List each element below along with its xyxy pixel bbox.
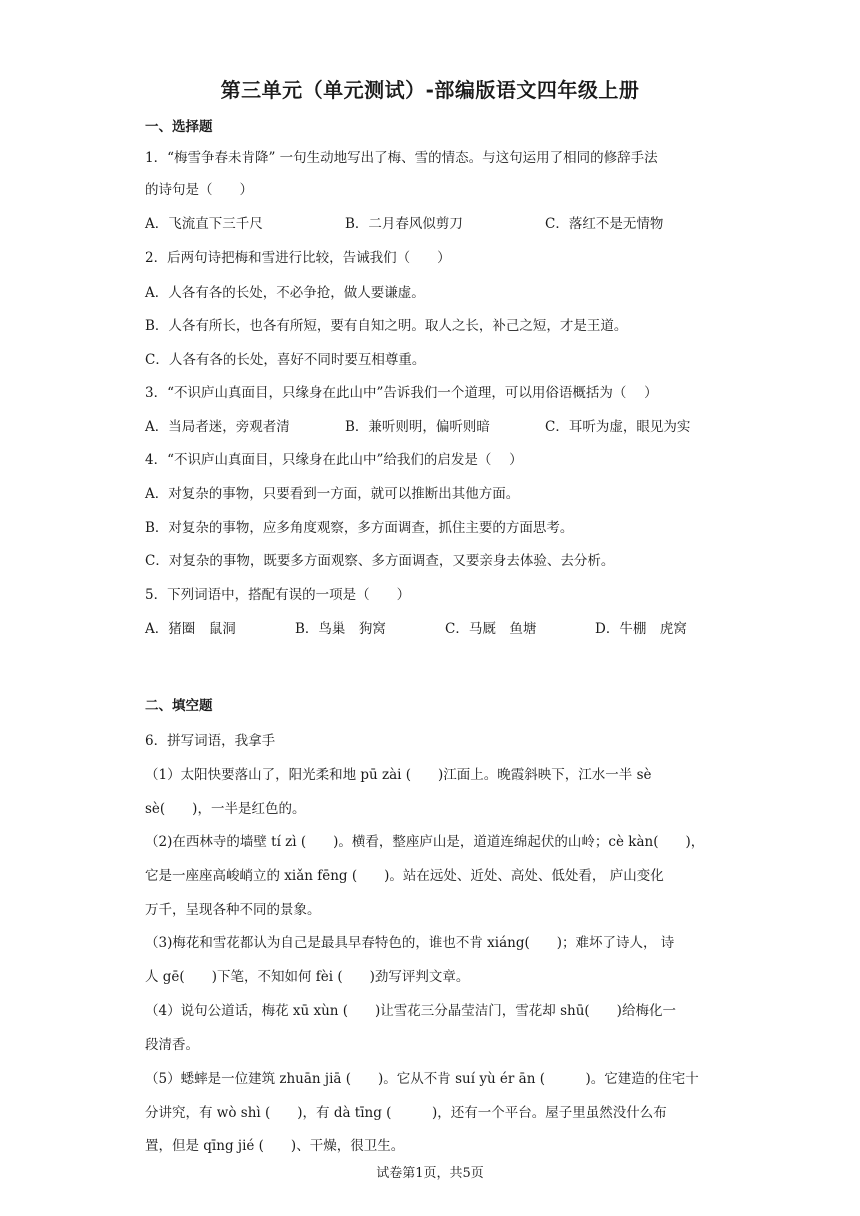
question-2-option-c: C．人各有各的长处，喜好不同时要互相尊重。: [145, 352, 426, 368]
page-footer: 试卷第1页，共5页: [376, 1166, 484, 1181]
question-5-option-a: A．猪圈 鼠洞: [145, 621, 236, 637]
question-2-stem: 2．后两句诗把梅和雪进行比较，告诫我们（ ）: [145, 250, 451, 266]
question-3-stem: 3．“不识庐山真面目，只缘身在此山中”告诉我们一个道理，可以用俗语概括为（ ）: [145, 385, 658, 401]
question-6-part-1: （1）太阳快要落山了，阳光柔和地 pū zài ( )江面上。晚霞斜映下，江水一半 sè: [145, 767, 652, 783]
section-heading-fill: 二、填空题: [145, 698, 213, 714]
question-4-option-c: C．对复杂的事物，既要多方面观察、多方面调查，又要亲身去体验、去分析。: [145, 553, 615, 569]
question-4-option-a: A．对复杂的事物，只要看到一方面，就可以推断出其他方面。: [145, 486, 520, 502]
question-6-stem: 6．拼写词语，我拿手: [145, 733, 276, 749]
question-4-stem: 4．“不识庐山真面目，只缘身在此山中”给我们的启发是（ ）: [145, 452, 523, 468]
question-4-option-b: B．对复杂的事物，应多角度观察，多方面调查，抓住主要的方面思考。: [145, 520, 574, 536]
question-1-option-c: C．落红不是无情物: [545, 216, 664, 232]
question-6-part-4-cont: 段清香。: [145, 1037, 199, 1053]
question-6-part-5: （5）蟋蟀是一位建筑 zhuān jiā ( )。它从不肯 suí yù ér ān ( )。它建造的住宅十: [145, 1071, 699, 1087]
question-2-option-a: A．人各有各的长处，不必争抢，做人要谦虚。: [145, 285, 425, 301]
question-1-option-b: B．二月春风似剪刀: [345, 216, 463, 232]
question-3-option-a: A．当局者迷，旁观者清: [145, 419, 290, 435]
question-5-option-c: C．马厩 鱼塘: [445, 621, 537, 637]
question-6-part-5-cont: 分讲究，有 wò shì ( )，有 dà tīng ( )，还有一个平台。屋子里虽然没什么布: [145, 1105, 667, 1121]
question-5-option-b: B．鸟巢 狗窝: [295, 621, 386, 637]
question-5-option-d: D．牛棚 虎窝: [595, 621, 687, 637]
question-1-stem: 1．“梅雪争春未肯降” 一句生动地写出了梅、雪的情态。与这句运用了相同的修辞手法: [145, 150, 658, 166]
question-2-option-b: B．人各有所长，也各有所短，要有自知之明。取人之长，补己之短，才是王道。: [145, 318, 628, 334]
section-heading-choice: 一、选择题: [145, 119, 213, 135]
question-6-part-3: （3)梅花和雪花都认为自己是最具早春特色的，谁也不肯 xiáng( )；难坏了诗人， 诗: [145, 935, 675, 951]
question-1-stem-cont: 的诗句是（ ）: [145, 182, 253, 198]
question-6-part-4: （4）说句公道话，梅花 xū xùn ( )让雪花三分晶莹洁门，雪花却 shū( )给梅化一: [145, 1003, 676, 1019]
question-6-part-3-cont: 人 gē( )下笔，不知如何 fèi ( )劲写评判文章。: [145, 969, 470, 985]
page-title: 第三单元（单元测试）-部编版语文四年级上册: [220, 78, 640, 102]
question-6-part-1-cont: sè( )，一半是红色的。: [145, 801, 306, 817]
question-6-part-2-cont2: 万千，呈现各种不同的景象。: [145, 902, 321, 918]
question-6-part-5-cont2: 置，但是 qīng jié ( )、干燥，很卫生。: [145, 1138, 405, 1154]
question-6-part-2: （2)在西林寺的墙壁 tí zì ( )。横看，整座庐山是，道道连绵起伏的山岭；cè kàn( )，: [145, 834, 705, 850]
question-1-option-a: A．飞流直下三千尺: [145, 216, 263, 232]
question-5-stem: 5．下列词语中，搭配有误的一项是（ ）: [145, 587, 411, 603]
question-6-part-2-cont: 它是一座座高峻峭立的 xiǎn fēng ( )。站在远处、近处、高处、低处看， 庐山变化: [145, 868, 664, 884]
question-3-option-b: B．兼听则明，偏听则暗: [345, 419, 490, 435]
question-3-option-c: C．耳听为虚，眼见为实: [545, 419, 691, 435]
